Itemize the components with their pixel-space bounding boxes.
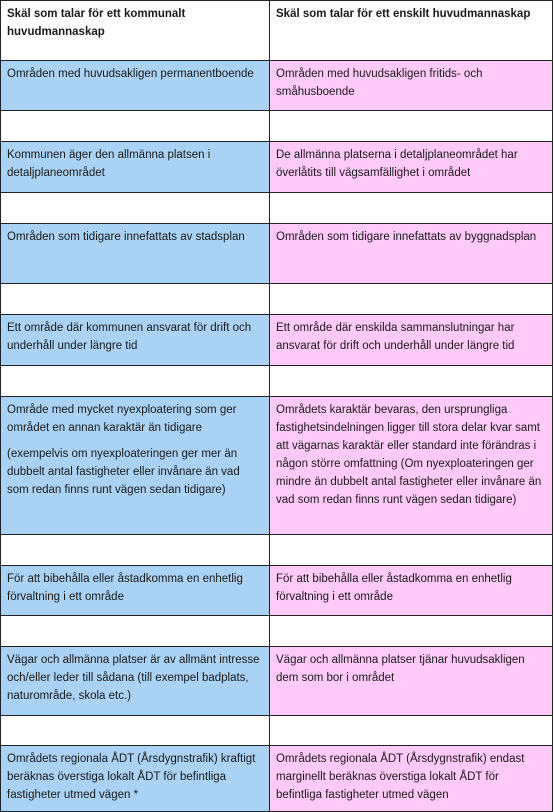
spacer-row: [1, 284, 553, 315]
spacer-cell: [1, 193, 270, 224]
table-row: [1, 566, 553, 616]
private-reason-cell: Ett område där enskilda sammanslutningar har ansvarat för drift och underhåll under längre tid: [270, 315, 553, 366]
spacer-cell: [270, 716, 553, 746]
spacer-cell: [1, 111, 270, 142]
spacer-cell: [1, 284, 270, 315]
municipal-reason-text: Område med mycket nyexploatering som ger området en annan karaktär än tidigare: [7, 404, 237, 434]
spacer-cell: [270, 284, 553, 315]
spacer-cell: [270, 535, 553, 566]
spacer-row: [1, 616, 553, 647]
table-row: [1, 397, 553, 535]
table-row: [1, 61, 553, 111]
private-reason-cell: För att bibehålla eller åstadkomma en enhetlig förvaltning i ett område: [270, 566, 553, 616]
private-reason-cell: Områden med huvudsakligen fritids- och småhusboende: [270, 61, 553, 111]
private-reason-cell: Vägar och allmänna platser tjänar huvudsakligen dem som bor i området: [270, 647, 553, 716]
spacer-cell: [1, 616, 270, 647]
spacer-row: [1, 193, 553, 224]
municipal-reason-cell: Områden som tidigare innefattats av stadsplan: [1, 224, 270, 284]
spacer-row: [1, 716, 553, 746]
header-private: Skäl som talar för ett enskilt huvudmannaskap: [270, 1, 553, 61]
spacer-cell: [270, 111, 553, 142]
municipal-reason-cell: Områden med huvudsakligen permanentboende: [1, 61, 270, 111]
spacer-cell: [1, 535, 270, 566]
private-reason-cell: Områden som tidigare innefattats av byggnadsplan: [270, 224, 553, 284]
table-row: [1, 746, 553, 812]
table-row: [1, 142, 553, 193]
header-municipal: Skäl som talar för ett kommunalt huvudmannaskap: [1, 1, 270, 61]
municipal-reason-cell: För att bibehålla eller åstadkomma en enhetlig förvaltning i ett område: [1, 566, 270, 616]
spacer-cell: [270, 616, 553, 647]
spacer-cell: [270, 193, 553, 224]
header-row: [1, 1, 553, 61]
municipal-reason-cell: Ett område där kommunen ansvarat för drift och underhåll under längre tid: [1, 315, 270, 366]
spacer-row: [1, 535, 553, 566]
table-row: [1, 315, 553, 366]
municipal-reason-note: (exempelvis om nyexploateringen ger mer än dubbelt antal fastigheter eller invånare än vad som redan finns runt vägen sedan tidigare): [7, 448, 240, 496]
municipal-reason-cell: Kommunen äger den allmänna platsen i detaljplaneområdet: [1, 142, 270, 193]
table-row: [1, 647, 553, 716]
private-reason-cell: Områdets regionala ÅDT (Årsdygnstrafik) endast marginellt beräknas överstiga lokalt ÅDT för befintliga fastigheter utmed vägen: [270, 746, 553, 812]
municipal-reason-cell: [1, 397, 270, 535]
municipal-reason-cell: Vägar och allmänna platser är av allmänt intresse och/eller leder till sådana (till exempel badplats, naturområde, skola etc.): [1, 647, 270, 716]
spacer-cell: [1, 716, 270, 746]
spacer-cell: [1, 366, 270, 397]
spacer-row: [1, 111, 553, 142]
private-reason-cell: De allmänna platserna i detaljplaneområdet har överlåtits till vägsamfällighet i området: [270, 142, 553, 193]
municipal-reason-cell: Områdets regionala ÅDT (Årsdygnstrafik) kraftigt beräknas överstiga lokalt ÅDT för befintliga fastigheter utmed vägen *: [1, 746, 270, 812]
private-reason-cell: Områdets karaktär bevaras, den ursprungliga fastighetsindelningen ligger till stora delar kvar samt att vägarnas karaktär eller standard inte förändras i någon större omfattning (Om nyexploateringen ger mindre än dubbelt antal fastigheter eller invånare än vad som redan finns runt vägen sedan tidigare): [270, 397, 553, 535]
spacer-cell: [270, 366, 553, 397]
spacer-row: [1, 366, 553, 397]
table-row: [1, 224, 553, 284]
